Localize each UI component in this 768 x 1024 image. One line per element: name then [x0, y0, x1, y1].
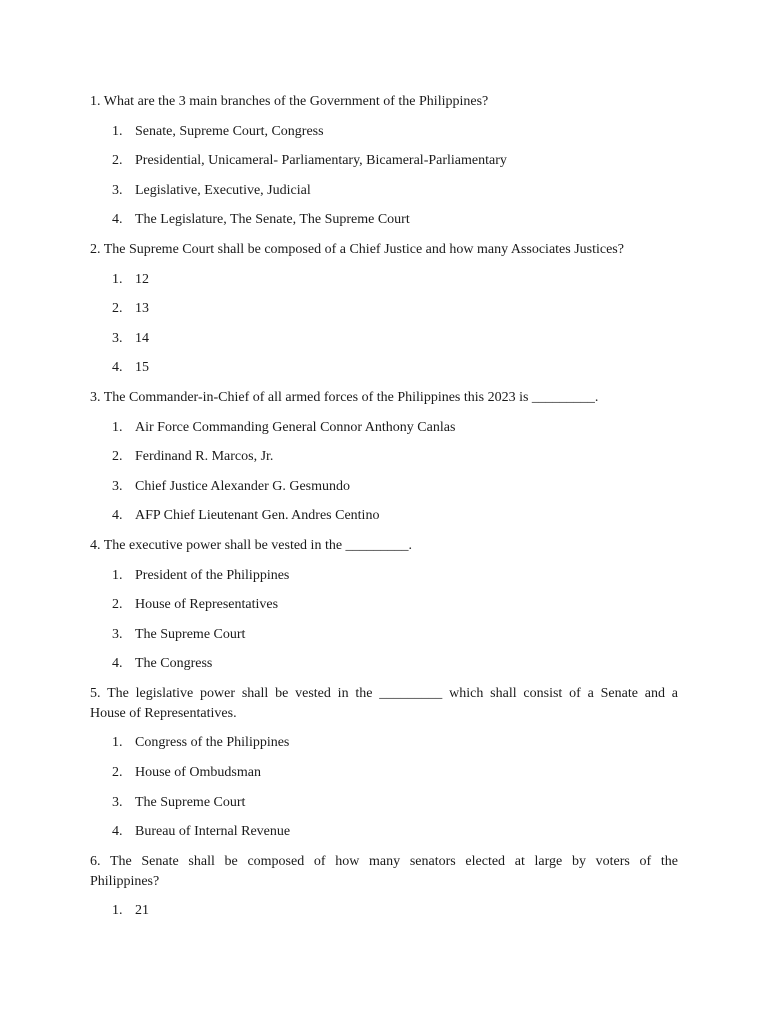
question-text-line-2 [90, 872, 678, 892]
question-text-line-1 [90, 684, 678, 704]
option-number: 2. [112, 765, 123, 781]
option-number: 4. [112, 212, 123, 228]
option-number: 4. [112, 656, 123, 672]
question-prompt-line-2: House of Representatives. [90, 705, 237, 721]
question-text [90, 536, 678, 556]
option-text: The Legislature, The Senate, The Supreme Court [135, 212, 410, 228]
option-item [90, 438, 678, 468]
option-item [90, 645, 678, 675]
option-number: 2. [112, 449, 123, 465]
option-text: 21 [135, 903, 149, 919]
option-number: 1. [112, 123, 123, 139]
option-item [90, 319, 678, 349]
option-number: 3. [112, 478, 123, 494]
option-text: 12 [135, 271, 149, 287]
question-text-line-1 [90, 852, 678, 872]
question-number: 5. [90, 685, 101, 701]
question-number: 3. [90, 389, 101, 405]
question-6 [90, 852, 678, 922]
question-text-line-2 [90, 704, 678, 724]
option-item [90, 260, 678, 290]
option-item [90, 467, 678, 497]
question-1 [90, 92, 678, 240]
question-text [90, 92, 678, 112]
option-text: President of the Philippines [135, 567, 290, 583]
option-number: 1. [112, 567, 123, 583]
option-number: 3. [112, 794, 123, 810]
option-text: The Supreme Court [135, 794, 246, 810]
option-text: Bureau of Internal Revenue [135, 824, 291, 840]
option-text: House of Ombudsman [135, 765, 261, 781]
option-item [90, 586, 678, 616]
option-text: 13 [135, 301, 149, 317]
option-text: The Congress [135, 656, 213, 672]
option-number: 1. [112, 271, 123, 287]
question-number: 6. [90, 853, 101, 869]
question-3 [90, 388, 678, 536]
question-number: 1. [90, 94, 101, 109]
option-number: 4. [112, 360, 123, 376]
option-item [90, 171, 678, 201]
question-number: 2. [90, 241, 101, 257]
option-item [90, 892, 678, 922]
option-item [90, 112, 678, 142]
option-text: 14 [135, 330, 149, 346]
question-prompt: The Supreme Court shall be composed of a Chief Justice and how many Associates Justices? [103, 241, 624, 257]
option-list [90, 724, 678, 842]
option-item [90, 201, 678, 231]
question-5 [90, 684, 678, 852]
document-page [90, 92, 678, 921]
option-number: 4. [112, 824, 123, 840]
question-number: 4. [90, 537, 101, 553]
question-4 [90, 536, 678, 684]
question-2 [90, 240, 678, 388]
option-list [90, 112, 678, 230]
option-text: Legislative, Executive, Judicial [135, 182, 311, 198]
option-item [90, 753, 678, 783]
option-item [90, 813, 678, 843]
option-text: Chief Justice Alexander G. Gesmundo [135, 478, 351, 494]
option-item [90, 556, 678, 586]
question-text [90, 388, 678, 408]
option-list [90, 260, 678, 378]
option-list [90, 892, 678, 922]
option-item [90, 783, 678, 813]
question-prompt-line-1: The Senate shall be composed of how many senators elected at large by voters of the [109, 853, 678, 869]
option-list [90, 408, 678, 526]
option-number: 4. [112, 508, 123, 524]
option-text: AFP Chief Lieutenant Gen. Andres Centino [135, 508, 380, 524]
option-item [90, 142, 678, 172]
option-number: 2. [112, 153, 123, 169]
option-list [90, 556, 678, 674]
option-text: House of Representatives [135, 597, 279, 613]
option-number: 3. [112, 330, 123, 346]
option-text: The Supreme Court [135, 626, 246, 642]
question-text [90, 240, 678, 260]
option-item [90, 408, 678, 438]
option-number: 2. [112, 597, 123, 613]
question-prompt: What are the 3 main branches of the Government of the Philippines? [103, 94, 489, 109]
option-item [90, 349, 678, 379]
option-number: 1. [112, 735, 123, 751]
option-item [90, 497, 678, 527]
question-prompt: The executive power shall be vested in the _________. [103, 537, 413, 553]
option-item [90, 724, 678, 754]
option-number: 3. [112, 182, 123, 198]
option-item [90, 615, 678, 645]
option-number: 2. [112, 301, 123, 317]
option-text: Senate, Supreme Court, Congress [135, 123, 324, 139]
question-prompt-line-1: The legislative power shall be vested in the _________ which shall consist of a Senate and a [107, 685, 679, 701]
option-number: 3. [112, 626, 123, 642]
question-prompt-line-2: Philippines? [90, 873, 160, 889]
question-prompt: The Commander-in-Chief of all armed forces of the Philippines this 2023 is _________. [103, 389, 599, 405]
option-number: 1. [112, 903, 123, 919]
option-text: Air Force Commanding General Connor Anthony Canlas [135, 419, 456, 435]
option-text: Presidential, Unicameral- Parliamentary, Bicameral-Parliamentary [135, 153, 507, 169]
option-text: Ferdinand R. Marcos, Jr. [135, 449, 274, 465]
option-text: 15 [135, 360, 149, 376]
option-item [90, 290, 678, 320]
option-number: 1. [112, 419, 123, 435]
option-text: Congress of the Philippines [135, 735, 290, 751]
